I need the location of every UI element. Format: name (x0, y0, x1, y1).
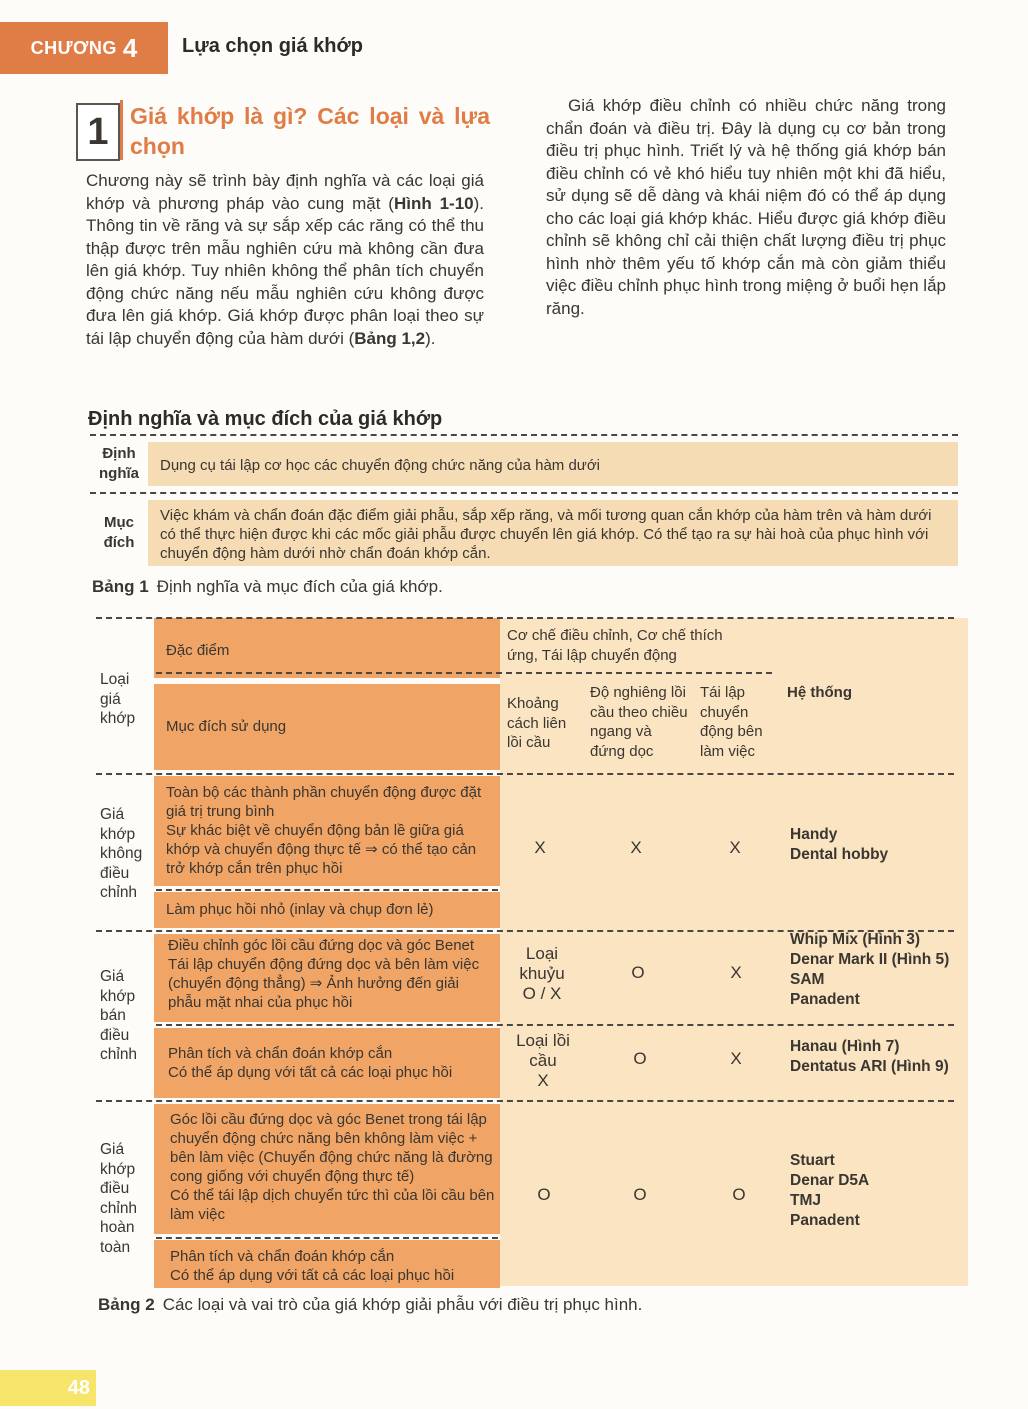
purpose-label: Mục đích (90, 500, 148, 566)
table1-row-definition (90, 442, 958, 486)
chapter-number: 4 (122, 32, 138, 63)
table2-header-mid-rule (156, 672, 772, 674)
g1-purpose: Làm phục hồi nhỏ (inlay và chụp đơn lẻ) (166, 901, 434, 918)
table2-caption: Bảng 2 Các loại và vai trò của giá khớp giải phẫu với điều trị phục hình. (98, 1295, 643, 1314)
hdr-purpose: Mục đích sử dụng (166, 718, 287, 735)
table1-top-rule (90, 434, 958, 436)
hdr-mechanism: Cơ chế điều chỉnh, Cơ chế thích ứng, Tái lập chuyển động (507, 627, 723, 664)
g2r1-feature: Điều chỉnh góc lồi cầu đứng dọc và góc Benet Tái lập chuyển động đứng dọc và bên làm việc (chuyển động thẳng) ⇒ Ảnh hưởng đến giải phẫu mặt nhai của phục hồi (168, 937, 480, 1011)
g3-col3: O (732, 1185, 746, 1204)
g1-system: Handy Dental hobby (790, 826, 889, 863)
chapter-title: Lựa chọn giá khớp (182, 35, 363, 57)
g2r1-col2: O (631, 963, 645, 982)
table2-top-rule (96, 617, 954, 619)
g1-col3: X (729, 838, 741, 857)
hdr-feature: Đặc điểm (166, 642, 230, 659)
g2r2-col3: X (730, 1049, 742, 1068)
g2r1-system: Whip Mix (Hình 3) Denar Mark II (Hình 5) SAM Panadent (790, 931, 950, 1008)
g1-feature: Toàn bộ các thành phần chuyển động được đặt giá trị trung bình Sự khác biệt về chuyển động bản lề giữa giá khớp và chuyển động thực tế ⇒ có thể tạo cản trở khớp cắn trên phục hồi (166, 784, 482, 877)
g2r2-feature: Phân tích và chẩn đoán khớp cắn Có thể áp dụng với tất cả các loại phục hồi (168, 1045, 453, 1081)
g1-col1: X (534, 838, 546, 857)
chapter-label: CHƯƠNG (30, 37, 117, 58)
hdr-col2: Độ nghiêng lồi cầu theo chiều ngang và đứng dọc (590, 684, 688, 760)
section-title: Giá khớp là gì? Các loại và lựa chọn (130, 103, 490, 159)
table1-heading: Định nghĩa và mục đích của giá khớp (88, 408, 443, 430)
definition-text: Dụng cụ tái lập cơ học các chuyển động chức năng của hàm dưới (160, 457, 601, 474)
g2r1-col1: Loại khuỷu O / X (519, 944, 565, 1003)
g3-type: Giá khớp điều chỉnh hoàn toàn (100, 1141, 138, 1256)
hdr-system: Hệ thống (787, 684, 852, 701)
figure-ref: Hình 1-10 (393, 193, 474, 213)
table1-row-purpose (90, 500, 958, 566)
hdr-col3: Tái lập chuyển động bên làm việc (700, 684, 763, 760)
right-paragraph: Giá khớp điều chỉnh có nhiều chức năng trong chẩn đoán và điều trị. Đây là dụng cụ cơ bản trong điều trị phục hình. Triết lý và hệ thống giá khớp bán điều chỉnh có vẻ khó hiểu tuy nhiên một khi đã hiểu, sử dụng sẽ dễ dàng và khái niệm đó có thể áp dụng cho các loại giá khớp khác. Hiểu được giá khớp điều chỉnh sẽ không chỉ cải thiện chất lượng điều trị phục hình nhờ thêm yếu tố khớp cắn mà còn giảm thiểu việc điều chỉnh phục hình trong miệng ở buổi hẹn lắp răng. (546, 96, 946, 318)
g3-system: Stuart Denar D5A TMJ Panadent (790, 1152, 870, 1229)
hdr-col1: Khoảng cách liên lồi cầu (507, 695, 567, 751)
g2-inner-rule (156, 1024, 954, 1026)
table1-mid-rule (90, 492, 958, 494)
g3-col2: O (633, 1185, 647, 1204)
table2-group3-rule (96, 1100, 954, 1102)
g3-col1: O (537, 1185, 551, 1204)
table2-group1-rule (96, 773, 954, 775)
table1-caption: Bảng 1 Định nghĩa và mục đích của giá khớp. (92, 577, 443, 596)
g2r1-col3: X (730, 963, 742, 982)
purpose-text: Việc khám và chẩn đoán đặc điểm giải phẫu, sắp xếp răng, và mối tương quan cắn khớp của hàm trên và hàm dưới có thể thực hiện được khi các mốc giải phẫu được chuyển lên giá khớp. Có thể tạo ra sự hài hoà của phục hình với chuyển động hàm dưới nhờ chẩn đoán khớp cắn. (160, 507, 932, 562)
section-number: 1 (76, 103, 120, 161)
hdr-type-label: Loại giá khớp (100, 671, 136, 727)
g2r2-system: Hanau (Hình 7) Dentatus ARI (Hình 9) (790, 1038, 949, 1075)
intro-paragraph: Chương này sẽ trình bày định nghĩa và các loại giá khớp và phương pháp vào cung mặt (Hình 1-10). Thông tin về răng và sự sắp xếp các răng có thể thu thập được trên mẫu nghiên cứu mà không cần đưa lên giá khớp. Tuy nhiên không thể phân tích chuyển động chức năng nếu mẫu nghiên cứu không được đưa lên giá khớp. Giá khớp được phân loại theo sự tái lập chuyển động của hàm dưới (Bảng 1,2). (86, 171, 484, 348)
chapter-tab (0, 22, 168, 74)
g1-inner-rule (156, 889, 498, 891)
g3-inner-rule (156, 1237, 498, 1239)
g2-type: Giá khớp bán điều chỉnh (100, 968, 138, 1063)
page-number: 48 (0, 1370, 96, 1406)
g3-purpose: Phân tích và chẩn đoán khớp cắn Có thể áp dụng với tất cả các loại phục hồi (170, 1248, 455, 1284)
g1-col2: X (630, 838, 642, 857)
table-ref: Bảng 1,2 (354, 328, 426, 348)
g1-type: Giá khớp không điều chỉnh (100, 806, 143, 901)
definition-label: Định nghĩa (90, 442, 148, 486)
g2r2-col1: Loại lồi cầu X (516, 1031, 570, 1090)
g2r2-col2: O (633, 1049, 647, 1068)
g3-feature: Góc lồi cầu đứng dọc và góc Benet trong tái lập chuyển động chức năng bên không làm việc + bên làm việc (Chuyển động chức năng là đường cong giống với chuyển động thực tế) Có thể tái lập dịch chuyển tức thì của lồi cầu bên làm việc (170, 1111, 495, 1223)
section-rule (120, 100, 123, 160)
